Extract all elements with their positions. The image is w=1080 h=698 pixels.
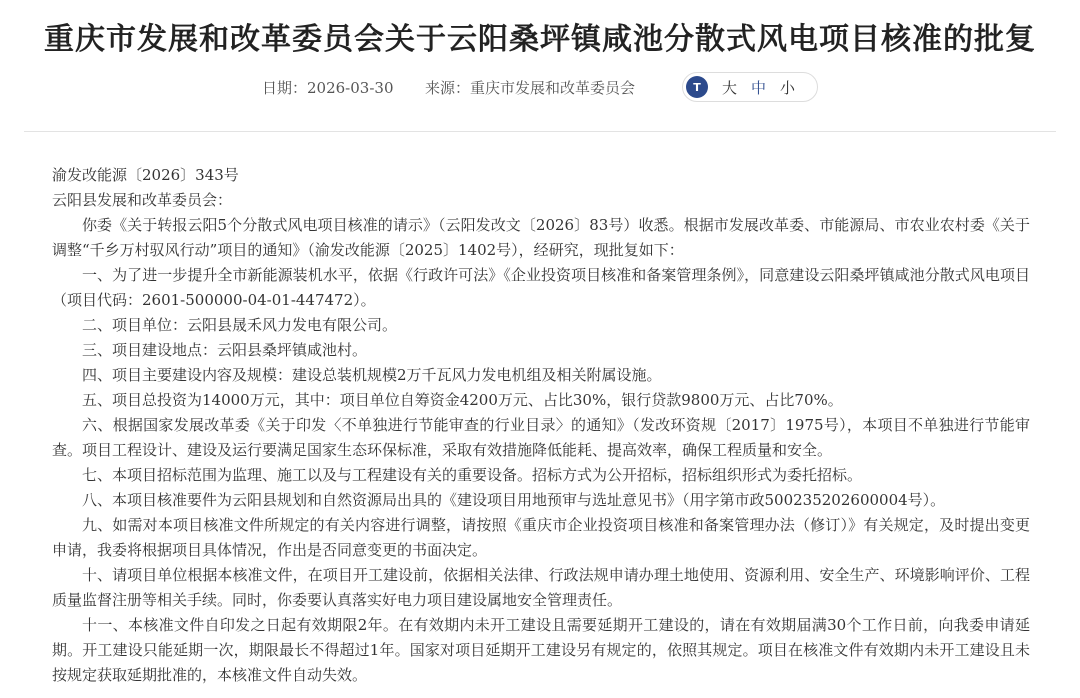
- paragraph: 九、如需对本项目核准文件所规定的有关内容进行调整，请按照《重庆市企业投资项目核准和备案管理办法（修订）》有关规定，及时提出变更申请，我委将根据项目具体情况，作出是否同意变更的书面决定。: [52, 516, 1030, 559]
- paragraph: 一、为了进一步提升全市新能源装机水平，依据《行政许可法》《企业投资项目核准和备案管理条例》，同意建设云阳桑坪镇咸池分散式风电项目（项目代码：2601-500000-04-01-447472）。: [52, 266, 1030, 309]
- font-size-medium-button[interactable]: 中: [751, 78, 767, 97]
- font-size-switcher: [682, 72, 818, 102]
- paragraph: 六、根据国家发展改革委《关于印发〈不单独进行节能审查的行业目录〉的通知》（发改环资规〔2017〕1975号），本项目不单独进行节能审查。项目工程设计、建设及运行要满足国家生态环保标准，采取有效措施降低能耗、提高效率，确保工程质量和安全。: [52, 416, 1030, 459]
- paragraph: 五、项目总投资为14000万元，其中：项目单位自筹资金4200万元、占比30%，银行贷款9800万元、占比70%。: [82, 391, 843, 409]
- paragraph: 三、项目建设地点：云阳县桑坪镇咸池村。: [82, 341, 368, 359]
- paragraph: 你委《关于转报云阳5个分散式风电项目核准的请示》（云阳发改文〔2026〕83号）收悉。根据市发展改革委、市能源局、市农业农村委《关于调整“千乡万村驭风行动”项目的通知》（渝发改能源〔2025〕1402号），经研究，现批复如下：: [52, 216, 1030, 259]
- paragraph: 二、项目单位：云阳县晟禾风力发电有限公司。: [82, 316, 398, 334]
- font-size-small-button[interactable]: 小: [780, 78, 796, 97]
- salutation: 云阳县发展和改革委员会：: [52, 191, 233, 209]
- font-size-icon: T: [686, 76, 708, 98]
- publish-date: 日期：2026-03-30: [262, 79, 394, 97]
- paragraph: 十、请项目单位根据本核准文件，在项目开工建设前，依据相关法律、行政法规申请办理土地使用、资源利用、安全生产、环境影响评价、工程质量监督注册等相关手续。同时，你委要认真落实好电力项目建设属地安全管理责任。: [52, 566, 1030, 609]
- paragraph: 十一、本核准文件自印发之日起有效期限2年。在有效期内未开工建设且需要延期开工建设的，请在有效期届满30个工作日前，向我委申请延期。开工建设只能延期一次，期限最长不得超过1年。国家对项目延期开工建设另有规定的，依照其规定。项目在核准文件有效期内未开工建设且未按规定获取延期批准的，本核准文件自动失效。: [52, 616, 1030, 684]
- page-title: 重庆市发展和改革委员会关于云阳桑坪镇咸池分散式风电项目核准的批复: [44, 22, 1036, 57]
- paragraph: 四、项目主要建设内容及规模：建设总装机规模2万千瓦风力发电机组及相关附属设施。: [82, 366, 662, 384]
- font-size-large-button[interactable]: 大: [722, 78, 738, 97]
- paragraph: 八、本项目核准要件为云阳县规划和自然资源局出具的《建设项目用地预审与选址意见书》（用字第市政500235202600004号）。: [82, 491, 946, 509]
- article-body: [52, 163, 1030, 688]
- publish-source: 来源：重庆市发展和改革委员会: [425, 79, 636, 97]
- article-meta: [0, 72, 1080, 102]
- document-number: 渝发改能源〔2026〕343号: [52, 166, 239, 184]
- header-divider: [24, 131, 1056, 132]
- paragraph: 七、本项目招标范围为监理、施工以及与工程建设有关的重要设备。招标方式为公开招标，招标组织形式为委托招标。: [82, 466, 863, 484]
